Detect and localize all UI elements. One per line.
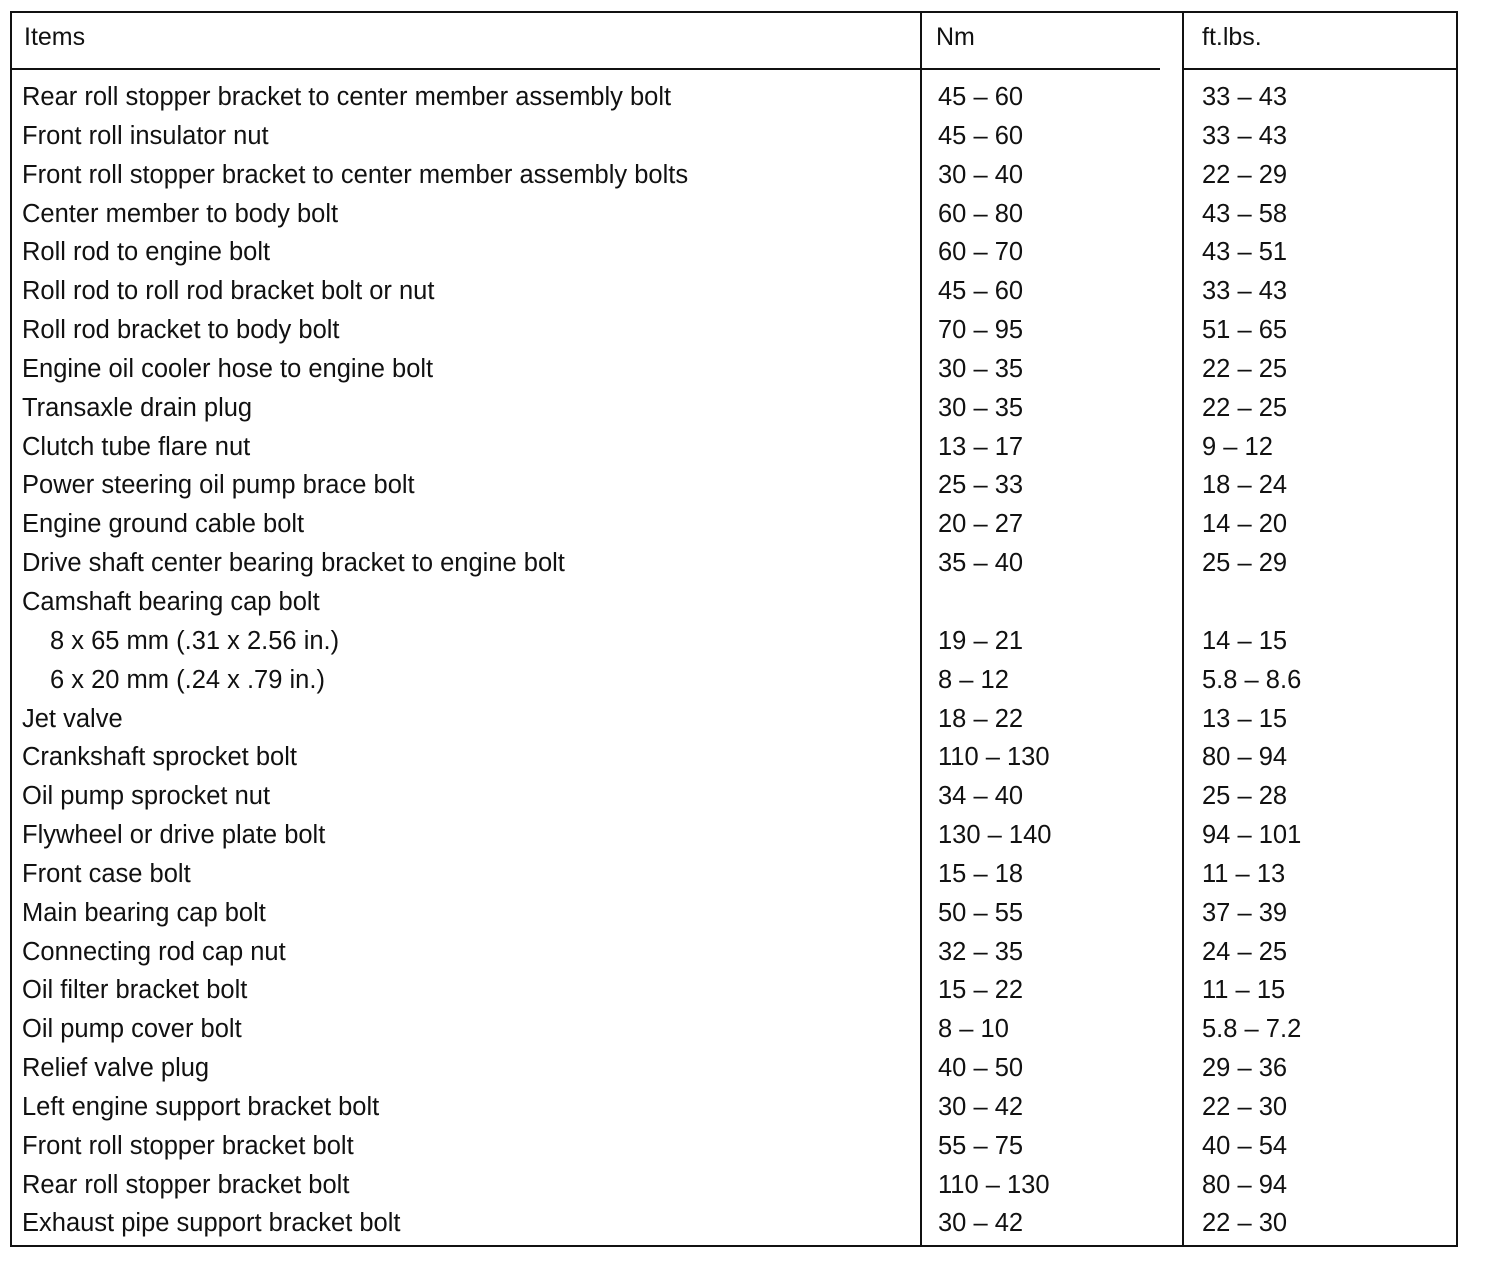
ftlbs-cell: 22 – 25	[1202, 354, 1288, 383]
item-cell: Clutch tube flare nut	[22, 432, 251, 461]
item-cell: Main bearing cap bolt	[22, 898, 266, 927]
ftlbs-cell: 80 – 94	[1202, 743, 1288, 772]
nm-cell: 40 – 50	[938, 1054, 1024, 1083]
ftlbs-cell: 24 – 25	[1202, 937, 1288, 966]
item-cell: Rear roll stopper bracket to center member assembly bolt	[22, 83, 672, 111]
table-row	[12, 738, 1456, 777]
nm-cell: 15 – 18	[938, 859, 1024, 888]
ftlbs-cell: 51 – 65	[1202, 316, 1288, 345]
nm-cell: 30 – 42	[938, 1092, 1024, 1121]
nm-cell: 19 – 21	[938, 626, 1024, 655]
nm-cell: 45 – 60	[938, 83, 1024, 111]
header-items: Items	[24, 23, 86, 51]
table-row	[12, 117, 1456, 156]
ftlbs-cell: 25 – 29	[1202, 549, 1288, 578]
nm-cell: 110 – 130	[938, 743, 1050, 772]
ftlbs-cell: 5.8 – 8.6	[1202, 665, 1302, 694]
item-cell: Front roll stopper bracket to center member assembly bolts	[22, 160, 689, 189]
table-row	[12, 311, 1456, 350]
ftlbs-cell: 33 – 43	[1202, 121, 1288, 150]
table-row	[12, 156, 1456, 195]
header-nm: Nm	[936, 23, 975, 51]
item-cell: Exhaust pipe support bracket bolt	[22, 1209, 401, 1238]
nm-cell: 32 – 35	[938, 937, 1024, 966]
table-row	[12, 816, 1456, 855]
table-row	[12, 428, 1456, 467]
nm-cell: 13 – 17	[938, 432, 1024, 461]
ftlbs-cell: 29 – 36	[1202, 1054, 1288, 1083]
item-cell: Front case bolt	[22, 859, 191, 888]
nm-cell: 34 – 40	[938, 782, 1024, 811]
nm-cell: 45 – 60	[938, 121, 1024, 150]
table-row	[12, 855, 1456, 894]
header-ftlbs: ft.lbs.	[1202, 23, 1262, 51]
table-row	[12, 1088, 1456, 1127]
ftlbs-cell: 13 – 15	[1202, 704, 1288, 733]
nm-cell: 55 – 75	[938, 1131, 1024, 1160]
ftlbs-cell: 80 – 94	[1202, 1170, 1288, 1199]
table-row	[12, 1049, 1456, 1088]
nm-cell: 30 – 42	[938, 1209, 1024, 1238]
table-row	[12, 583, 1456, 622]
item-cell: Roll rod to engine bolt	[22, 238, 271, 267]
item-cell: Roll rod bracket to body bolt	[22, 316, 340, 345]
table-row	[12, 272, 1456, 311]
item-cell: Rear roll stopper bracket bolt	[22, 1170, 350, 1199]
ftlbs-cell: 43 – 58	[1202, 199, 1288, 228]
torque-spec-table	[10, 11, 1458, 1247]
item-cell: Camshaft bearing cap bolt	[22, 587, 320, 616]
item-cell: Relief valve plug	[22, 1054, 210, 1083]
item-cell: Oil pump sprocket nut	[22, 782, 271, 811]
item-cell: Connecting rod cap nut	[22, 937, 286, 966]
nm-cell: 30 – 35	[938, 354, 1024, 383]
ftlbs-cell: 22 – 25	[1202, 393, 1288, 422]
table-row	[12, 389, 1456, 428]
ftlbs-cell: 14 – 15	[1202, 626, 1288, 655]
nm-cell: 25 – 33	[938, 471, 1024, 500]
ftlbs-cell: 9 – 12	[1202, 432, 1273, 461]
nm-cell: 30 – 35	[938, 393, 1024, 422]
table-row	[12, 195, 1456, 234]
ftlbs-cell: 5.8 – 7.2	[1202, 1015, 1302, 1044]
table-row	[12, 1010, 1456, 1049]
nm-cell: 8 – 10	[938, 1015, 1009, 1044]
item-cell: Transaxle drain plug	[22, 393, 253, 422]
table-row	[12, 1127, 1456, 1166]
table-row	[12, 777, 1456, 816]
item-cell: 8 x 65 mm (.31 x 2.56 in.)	[50, 626, 340, 655]
nm-cell: 70 – 95	[938, 316, 1024, 345]
table-row	[12, 466, 1456, 505]
nm-cell: 60 – 70	[938, 238, 1024, 267]
ftlbs-cell: 43 – 51	[1202, 238, 1288, 267]
table-row	[12, 1166, 1456, 1205]
table-row	[12, 933, 1456, 972]
table-row	[12, 544, 1456, 583]
table-row	[12, 700, 1456, 739]
ftlbs-cell: 25 – 28	[1202, 782, 1288, 811]
nm-cell: 130 – 140	[938, 821, 1052, 850]
header-rule-left	[12, 68, 1160, 70]
item-cell: Front roll stopper bracket bolt	[22, 1131, 354, 1160]
ftlbs-cell: 18 – 24	[1202, 471, 1288, 500]
ftlbs-cell: 40 – 54	[1202, 1131, 1288, 1160]
table-row	[12, 622, 1456, 661]
item-cell: Crankshaft sprocket bolt	[22, 743, 297, 772]
table-row	[12, 78, 1456, 117]
table-body	[12, 78, 1456, 1243]
item-cell: Roll rod to roll rod bracket bolt or nut	[22, 277, 435, 306]
ftlbs-cell: 33 – 43	[1202, 277, 1288, 306]
nm-cell: 45 – 60	[938, 277, 1024, 306]
ftlbs-cell: 14 – 20	[1202, 510, 1288, 539]
ftlbs-cell: 22 – 30	[1202, 1092, 1288, 1121]
nm-cell: 8 – 12	[938, 665, 1009, 694]
item-cell: 6 x 20 mm (.24 x .79 in.)	[50, 665, 325, 694]
table-row	[12, 894, 1456, 933]
item-cell: Power steering oil pump brace bolt	[22, 471, 415, 500]
header-rule-right	[1182, 68, 1456, 70]
nm-cell: 18 – 22	[938, 704, 1024, 733]
nm-cell: 20 – 27	[938, 510, 1024, 539]
nm-cell: 110 – 130	[938, 1170, 1050, 1199]
nm-cell: 50 – 55	[938, 898, 1024, 927]
nm-cell: 35 – 40	[938, 549, 1024, 578]
item-cell: Oil filter bracket bolt	[22, 976, 248, 1005]
item-cell: Drive shaft center bearing bracket to engine bolt	[22, 549, 565, 578]
item-cell: Flywheel or drive plate bolt	[22, 821, 326, 850]
ftlbs-cell: 33 – 43	[1202, 83, 1288, 111]
item-cell: Left engine support bracket bolt	[22, 1092, 380, 1121]
ftlbs-cell: 11 – 13	[1202, 859, 1286, 888]
ftlbs-cell: 94 – 101	[1202, 821, 1302, 850]
table-row	[12, 350, 1456, 389]
table-row	[12, 1204, 1456, 1243]
item-cell: Jet valve	[22, 704, 123, 733]
ftlbs-cell: 22 – 29	[1202, 160, 1288, 189]
item-cell: Front roll insulator nut	[22, 121, 269, 150]
ftlbs-cell: 11 – 15	[1202, 976, 1286, 1005]
table-row	[12, 971, 1456, 1010]
nm-cell: 60 – 80	[938, 199, 1024, 228]
nm-cell: 15 – 22	[938, 976, 1024, 1005]
table-row	[12, 661, 1456, 700]
item-cell: Oil pump cover bolt	[22, 1015, 242, 1044]
item-cell: Engine oil cooler hose to engine bolt	[22, 354, 434, 383]
table-row	[12, 505, 1456, 544]
nm-cell: 30 – 40	[938, 160, 1024, 189]
ftlbs-cell: 37 – 39	[1202, 898, 1288, 927]
item-cell: Engine ground cable bolt	[22, 510, 305, 539]
ftlbs-cell: 22 – 30	[1202, 1209, 1288, 1238]
table-row	[12, 233, 1456, 272]
item-cell: Center member to body bolt	[22, 199, 339, 228]
